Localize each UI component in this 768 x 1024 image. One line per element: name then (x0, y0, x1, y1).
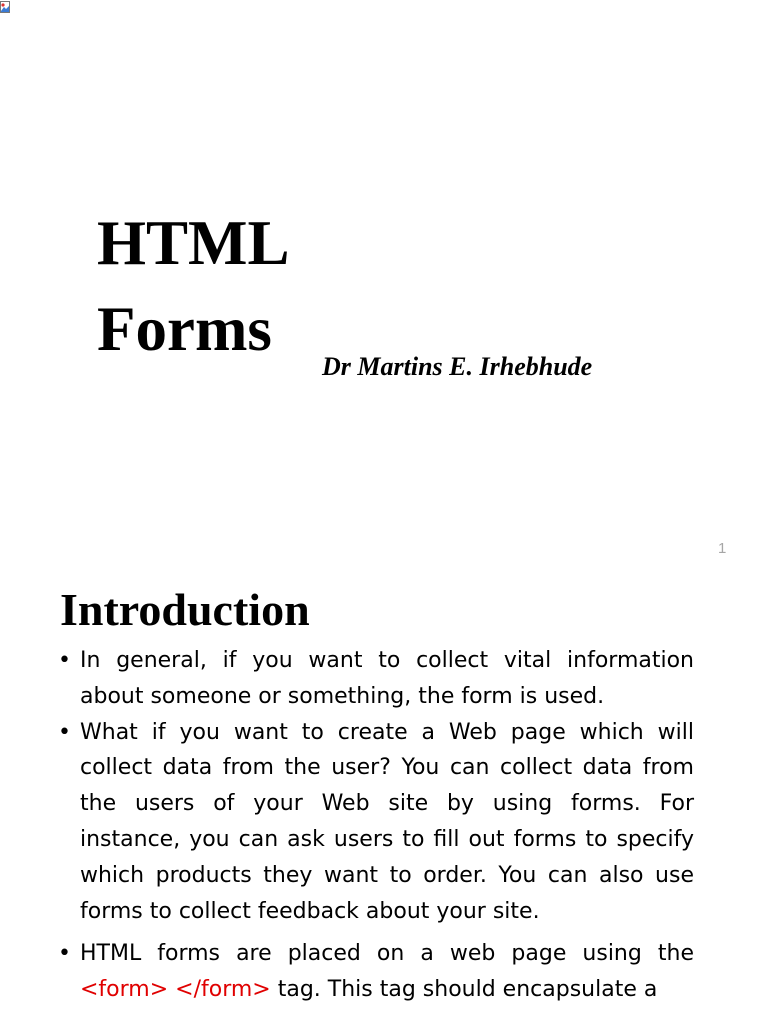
bullet-text: What if you want to create a Web page which will collect data from the user? You can collect data from the users of your Web site by using forms. For instance, you can ask users to fill out forms to specify which products they want to order. You can also use forms to collect feedback about your site. (80, 719, 694, 924)
bullet-icon: • (58, 648, 71, 673)
bullet-list (58, 643, 694, 1008)
bullet-text: HTML forms are placed on a web page using the (80, 941, 694, 967)
slide-title: HTML Forms (97, 208, 287, 364)
form-tag-code: <form> </form> (80, 977, 271, 1003)
bullet-icon: • (58, 719, 71, 745)
list-item (58, 715, 694, 930)
bullet-icon: • (58, 941, 71, 967)
section-title: Introduction (60, 584, 310, 635)
list-item (58, 936, 694, 1008)
author-name: Dr Martins E. Irhebhude (322, 352, 593, 381)
bullet-text-tail: tag. This tag should encapsulate a (270, 977, 658, 1003)
broken-image-icon (0, 0, 10, 12)
page-number: 1 (718, 540, 727, 557)
list-item (58, 643, 694, 715)
bullet-text: In general, if you want to collect vital information about someone or something, the form is used. (80, 648, 694, 709)
